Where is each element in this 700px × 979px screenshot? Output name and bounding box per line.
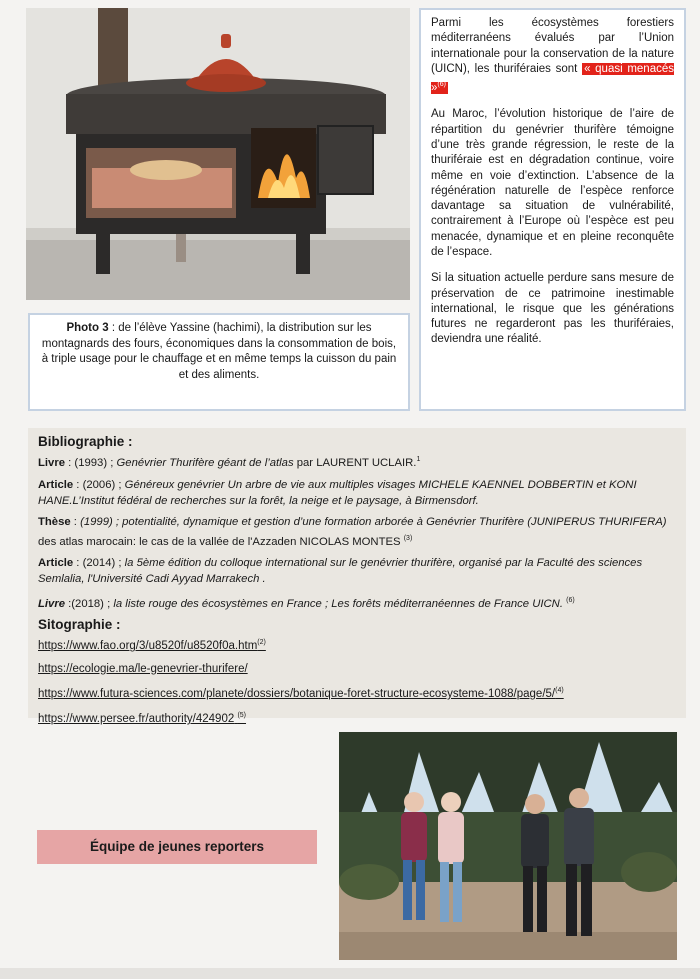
link-ref: (5) xyxy=(237,712,247,720)
entry-date: : (1993) ; xyxy=(65,457,117,470)
sitography-link-fao[interactable] xyxy=(38,635,676,654)
team-illustration xyxy=(339,732,677,960)
sitography-title: Sitographie : xyxy=(38,616,121,632)
link-url[interactable]: https://www.fao.org/3/u8520f/u8520f0a.htm xyxy=(38,640,258,653)
link-url[interactable]: https://www.persee.fr/authority/424902 xyxy=(38,713,235,726)
bibliography-title: Bibliographie : xyxy=(38,434,133,449)
link-url[interactable]: https://ecologie.ma/le-genevrier-thurifere/ xyxy=(38,662,248,675)
paragraph-1 xyxy=(431,16,674,96)
entry-author: des atlas marocain: le cas de la vallée de l'Azzaden NICOLAS MONTES xyxy=(38,535,401,548)
caption-label: Photo 3 xyxy=(66,322,109,334)
footer-bar xyxy=(0,968,700,979)
photo-caption xyxy=(28,313,410,411)
bibliography-entry xyxy=(38,477,676,510)
entry-title: (1999) ; potentialité, dynamique et gestion d’une formation arborée à Genévrier Thurifère (JUNIPERUS THURIFERA) xyxy=(80,516,667,529)
paragraph-1-text: Parmi les écosystèmes forestiers méditerranéens évalués par l’Union internationale pour la conservation de la nature (UICN), les thuriféraies sont xyxy=(431,17,674,75)
link-ref: (2) xyxy=(257,639,266,647)
sitography-link-persee[interactable] xyxy=(38,708,676,727)
entry-author: par LAURENT UCLAIR. xyxy=(293,457,417,470)
sitography-link-ecologie[interactable] xyxy=(38,661,676,677)
paragraph-3: Si la situation actuelle perdure sans mesure de préservation de ce patrimoine inestimable international, le risque que les générations futures ne regarderont pas les thuriféraies, deviendra une réalité. xyxy=(431,272,674,346)
entry-title: la 5ème édition du colloque international sur le genévrier thurifère, organisé par la Faculté des sciences Semlalia, l'Université Cadi Ayyad Marrakech . xyxy=(38,556,643,586)
article-text-box xyxy=(419,8,686,411)
team-label: Équipe de jeunes reporters xyxy=(37,830,317,864)
bibliography-entry xyxy=(38,452,676,471)
entry-title: Généreux genévrier Un arbre de vie aux multiples visages MICHELE KAENNEL DOBBERTIN et KONI HANE.L’Institut fédéral de recherches sur la forêt, la neige et le paysage, à Birmensdorf. xyxy=(38,478,637,507)
entry-type: Article xyxy=(38,478,74,491)
entry-type: Livre xyxy=(38,457,66,470)
entry-date: : xyxy=(70,516,81,529)
entry-ref: (6) xyxy=(566,596,575,604)
entry-date: : (2006) ; xyxy=(73,478,125,491)
entry-date: :(2018) ; xyxy=(65,597,114,610)
link-ref: (4) xyxy=(555,687,564,694)
highlight-text: « quasi menacés » xyxy=(431,62,674,95)
link-url[interactable]: https://www.futura-sciences.com/planete/dossiers/botanique-foret-structure-ecosysteme-1088/page/5/ xyxy=(38,687,556,700)
entry-ref: (3) xyxy=(403,534,413,542)
paragraph-2: Au Maroc, l’évolution historique de l’aire de répartition du genévrier thurifère témoigne d’une très grande régression, le reste de la thuriféraie est en dégradation continue, voire même en voie d’extinction. L’absence de la régénération naturelle de l’espèce renforce davantage sa situation de vulnérabilité, contrairement à l’Europe où l’espèce est peu menacée, dynamique et en pleine reconquête de l’espace. xyxy=(431,108,674,258)
bibliography-entry xyxy=(38,514,676,550)
sitography-link-futura[interactable] xyxy=(38,683,676,702)
entry-title: la liste rouge des écosystèmes en France ; Les forêts méditerranéennes de France UICN. xyxy=(113,597,563,610)
stove-photo xyxy=(26,8,410,300)
reference-sup: (6) xyxy=(437,81,446,89)
entry-title: Genévrier Thurifère géant de l’atlas xyxy=(116,457,294,470)
entry-type: Article xyxy=(38,556,74,569)
bibliography-entry xyxy=(38,555,676,588)
entry-ref: 1 xyxy=(416,456,421,464)
entry-date: : (2014) ; xyxy=(73,556,125,569)
entry-type: Thèse xyxy=(38,516,71,529)
bibliography-section xyxy=(28,428,686,726)
team-photo xyxy=(339,732,677,960)
bibliography-entry xyxy=(38,593,676,612)
stove-illustration xyxy=(26,8,410,300)
caption-text: : de l’élève Yassine (hachimi), la distribution sur les montagnards des fours, économiques dans la consommation de bois, à triple usage pour le chauffage et en même temps la cuisson du pain et des aliments. xyxy=(41,322,397,381)
entry-type: Livre xyxy=(38,597,66,610)
